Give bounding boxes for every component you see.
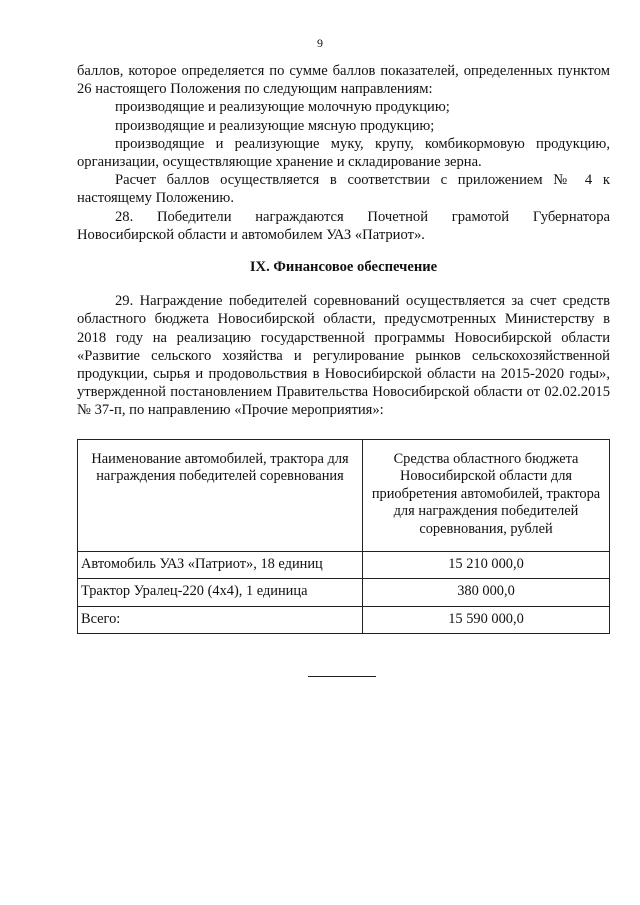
table-cell-name: Автомобиль УАЗ «Патриот», 18 единиц xyxy=(78,551,363,579)
section-heading: IX. Финансовое обеспечение xyxy=(249,259,438,276)
list-item-meat: производящие и реализующие мясную продукцию; xyxy=(115,117,435,134)
table-cell-name: Всего: xyxy=(78,606,363,634)
table-cell-name: Трактор Уралец-220 (4х4), 1 единица xyxy=(78,579,363,607)
budget-table xyxy=(77,439,610,635)
list-item-grain: производящие и реализующие муку, крупу, комбикормовую продукцию, организации, осуществляющие хранение и складирование зерна. xyxy=(77,135,610,171)
document-body xyxy=(77,62,610,634)
table-cell-amount: 380 000,0 xyxy=(363,579,610,607)
paragraph-score-calculation: Расчет баллов осуществляется в соответствии с приложением № 4 к настоящему Положению. xyxy=(77,172,610,207)
table-header-funds: Средства областного бюджета Новосибирской области для приобретения автомобилей, трактора для награждения победителей соревнования, рублей xyxy=(363,439,610,551)
paragraph-scoring-directions: баллов, которое определяется по сумме баллов показателей, определенных пунктом 26 настоящего Положения по следующим направлениям: xyxy=(77,63,610,98)
end-divider xyxy=(308,676,376,677)
table-row xyxy=(78,579,610,607)
table-row-total xyxy=(78,606,610,634)
table-cell-amount: 15 210 000,0 xyxy=(363,551,610,579)
table-header-vehicle: Наименование автомобилей, трактора для награждения победителей соревнования xyxy=(78,439,363,551)
table-row xyxy=(78,551,610,579)
paragraph-28-winners: 28. Победители награждаются Почетной грамотой Губернатора Новосибирской области и автомобилем УАЗ «Патриот». xyxy=(77,208,610,243)
paragraph-29-funding: 29. Награждение победителей соревнований осуществляется за счет средств областного бюджета Новосибирской области, предусмотренных Министерству в 2018 году на реализацию государственной программы Новосибирской области «Развитие сельского хозяйства и регулирование рынков сельскохозяйственной продукции, сырья и продовольствия в Новосибирской области на 2015-2020 годы», утвержденной постановлением Правительства Новосибирской области от 02.02.2015 № 37-п, по направлению «Прочие мероприятия»: xyxy=(77,293,610,419)
list-item-dairy: производящие и реализующие молочную продукцию; xyxy=(115,99,450,116)
table-header-row xyxy=(78,439,610,551)
table-cell-amount: 15 590 000,0 xyxy=(363,606,610,634)
page-number: 9 xyxy=(317,36,323,50)
